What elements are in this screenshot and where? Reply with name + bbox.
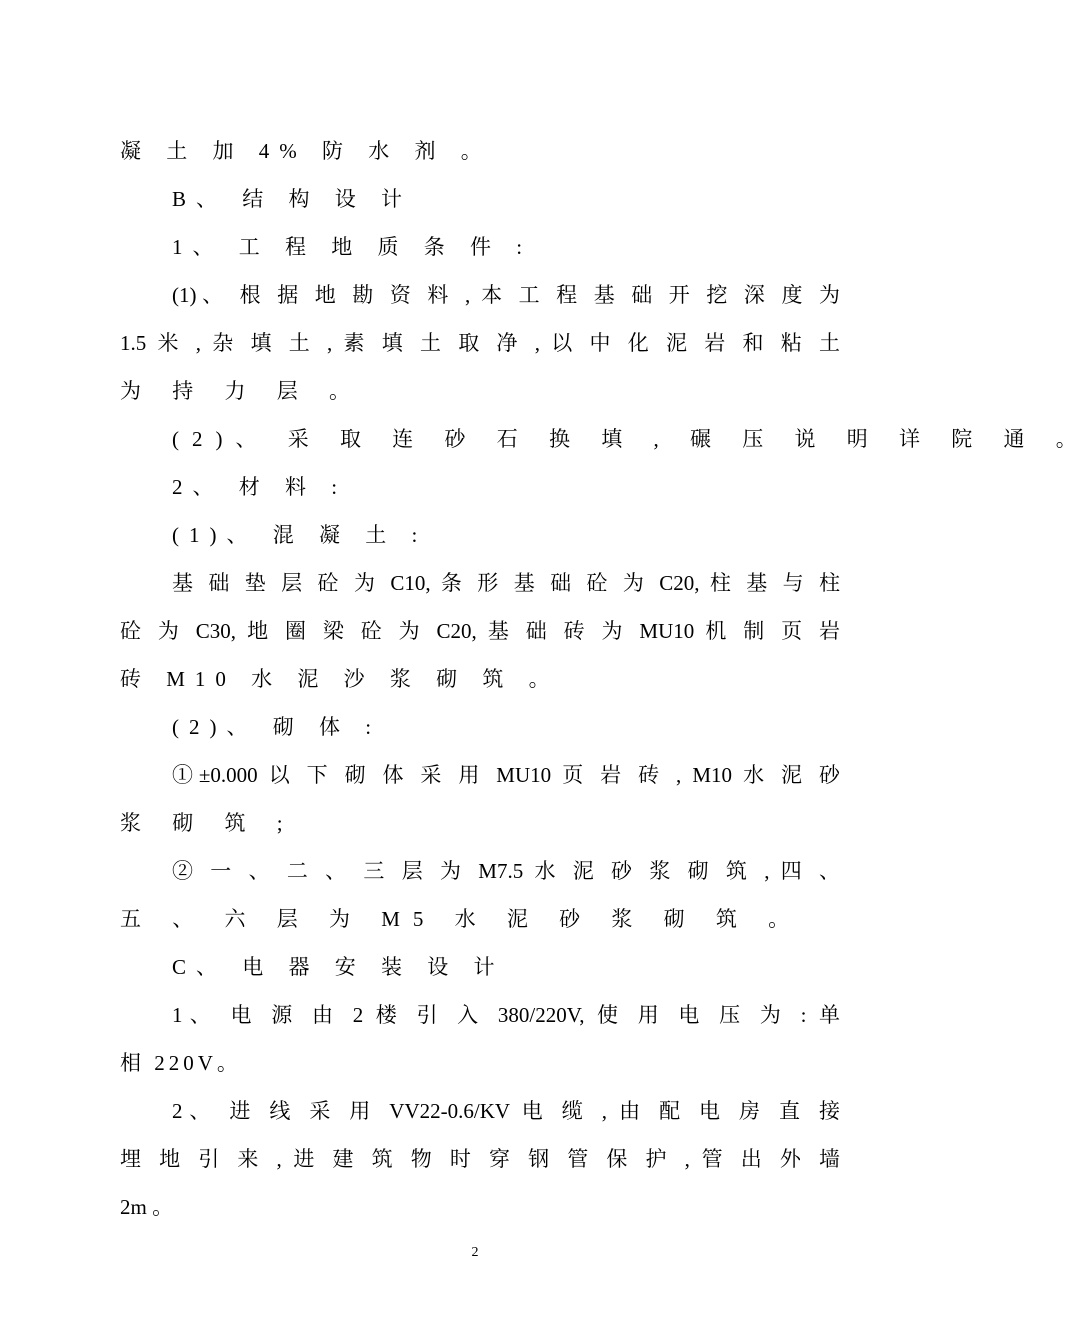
text-line-17: 五 、 六 层 为 M5 水 泥 砂 浆 砌 筑 。 [120,907,803,931]
text-line-5: 1.5 米 , 杂 填 土 , 素 填 土 取 净 , 以 中 化 泥 岩 和 粘 土 [120,331,840,355]
text-line-19: 1、 电 源 由 2 楼 引 入 380/220V, 使 用 电 压 为 : 单 [172,1003,840,1027]
text-line-22: 埋 地 引 来 , 进 建 筑 物 时 穿 钢 管 保 护 , 管 出 外 墙 [120,1147,840,1171]
text-line-14: ①±0.000 以 下 砌 体 采 用 MU10 页 岩 砖 , M10 水 泥 砂 [172,763,840,787]
text-line-6: 为 持 力 层 。 [120,379,363,403]
item-heading-concrete: (1)、 混 凝 土 : [172,523,428,547]
text-line-20: 相 220V。 [120,1051,242,1075]
section-heading-b: B、 结 构 设 计 [172,187,413,211]
subsection-heading-materials: 2、 材 料 : [172,475,348,499]
text-line-23: 2m 。 [120,1195,174,1219]
text-line-4: (1)、 根 据 地 勘 资 料 , 本 工 程 基 础 开 挖 深 度 为 [172,283,840,307]
subsection-heading-geology: 1、 工 程 地 质 条 件 : [172,235,533,259]
text-line-11: 砼 为 C30, 地 圈 梁 砼 为 C20, 基 础 砖 为 MU10 机 制 页 岩 [120,619,840,643]
section-heading-c: C、 电 器 安 装 设 计 [172,955,505,979]
text-line-15: 浆 砌 筑 ; [120,811,296,835]
text-line-10: 基 础 垫 层 砼 为 C10, 条 形 基 础 砼 为 C20, 柱 基 与 柱 [172,571,840,595]
text-line-7: (2)、 采 取 连 砂 石 换 填 , 碾 压 说 明 详 院 通 。 [172,427,1090,451]
text-line-16: ② 一 、 二 、 三 层 为 M7.5 水 泥 砂 浆 砌 筑 , 四 、 [172,859,840,883]
page-number: 2 [471,1245,479,1260]
text-line-12: 砖 M10 水 泥 沙 浆 砌 筑 。 [120,667,560,691]
text-line-1: 凝 土 加 4% 防 水 剂 。 [120,139,492,163]
text-line-21: 2、 进 线 采 用 VV22-0.6/KV 电 缆 , 由 配 电 房 直 接 [172,1099,840,1123]
item-heading-masonry: (2)、 砌 体 : [172,715,382,739]
